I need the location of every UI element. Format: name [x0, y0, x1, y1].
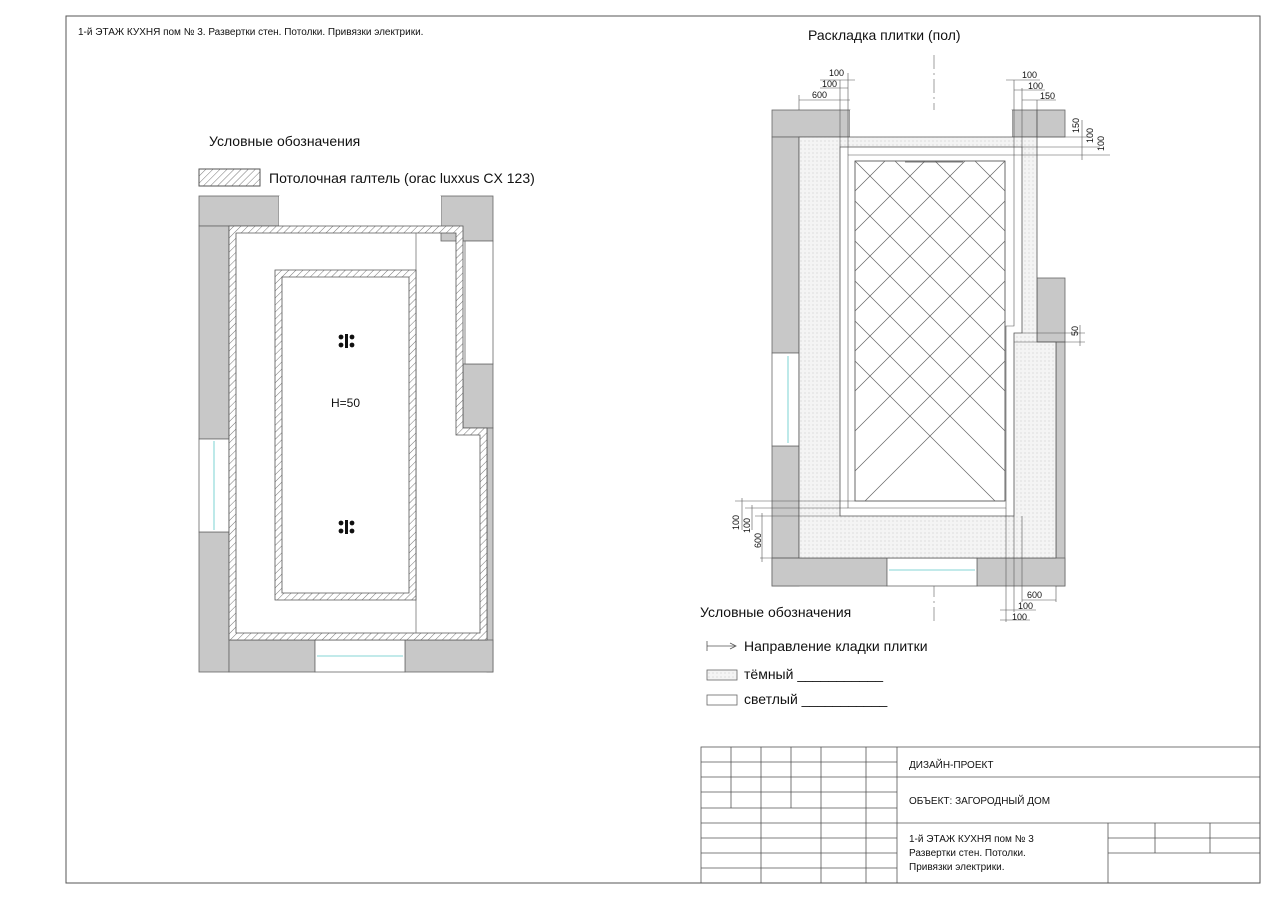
dim-tl-3: 600	[812, 90, 828, 100]
molding-legend-label: Потолочная галтель (orac luxxus CX 123)	[269, 170, 535, 186]
outer-molding	[229, 226, 487, 640]
dim-ru-2: 100	[1085, 127, 1095, 143]
ceiling-legend-title: Условные обозначения	[209, 133, 361, 149]
header-note: 1-й ЭТАЖ КУХНЯ пом № 3. Развертки стен. Потолки. Привязки электрики.	[78, 27, 424, 38]
dim-ru-3: 100	[1096, 135, 1106, 151]
ceiling-windows	[199, 196, 493, 672]
title-block-row3-line2: Развертки стен. Потолки.	[909, 848, 1026, 859]
dim-tr-3: 150	[1040, 91, 1056, 101]
inner-molding	[275, 270, 416, 600]
ceiling-height-label: H=50	[331, 396, 361, 410]
title-block-row1: ДИЗАЙН-ПРОЕКТ	[909, 760, 994, 771]
dim-br-2: 100	[1018, 601, 1034, 611]
legend-dark-label: тёмный ___________	[744, 666, 883, 682]
dim-ll-2: 100	[742, 517, 752, 533]
legend-light-label: светлый ___________	[744, 691, 888, 707]
tile-field	[855, 161, 1005, 501]
dim-ll-1: 100	[731, 514, 741, 530]
title-block-row3-line1: 1-й ЭТАЖ КУХНЯ пом № 3	[909, 834, 1034, 845]
legend-direction-label: Направление кладки плитки	[744, 638, 928, 654]
tile-plan-title: Раскладка плитки (пол)	[808, 27, 961, 43]
legend-dark-swatch	[707, 670, 737, 680]
tile-plan	[535, 27, 1280, 625]
dim-ru-1: 150	[1071, 117, 1081, 133]
dim-tl-2: 100	[822, 79, 838, 89]
dim-ll-3: 600	[753, 532, 763, 548]
title-block-row2: ОБЪЕКТ: ЗАГОРОДНЫЙ ДОМ	[909, 796, 1051, 807]
dim-br-1: 600	[1027, 590, 1043, 600]
dim-tr-1: 100	[1022, 70, 1038, 80]
dim-tl-1: 100	[829, 68, 845, 78]
tile-legend-title: Условные обозначения	[700, 604, 852, 620]
dim-br-3: 100	[1012, 612, 1028, 622]
ceiling-light-bottom	[339, 520, 355, 534]
ceiling-light-top	[339, 334, 355, 348]
ceiling-plan	[199, 133, 535, 672]
title-block-row3-line3: Привязки электрики.	[909, 862, 1005, 873]
ceiling-walls	[199, 196, 493, 672]
dim-rm: 50	[1070, 325, 1080, 336]
dim-tr-2: 100	[1028, 81, 1044, 91]
tile-legend	[700, 604, 928, 707]
molding-legend-swatch	[199, 169, 260, 186]
direction-arrow-icon	[707, 641, 736, 651]
legend-light-swatch	[707, 695, 737, 705]
